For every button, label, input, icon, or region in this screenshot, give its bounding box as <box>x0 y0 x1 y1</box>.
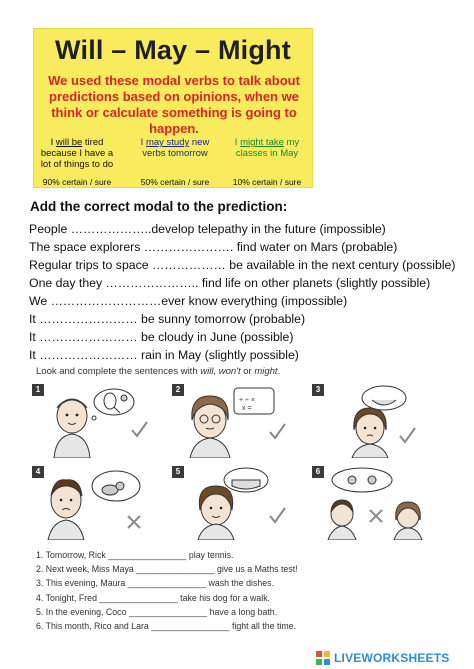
certainty-might: 10% certain / sure <box>232 177 302 187</box>
picture-number-5: 5 <box>172 466 184 478</box>
liveworksheets-logo[interactable] <box>316 651 449 665</box>
man-dog-illustration <box>32 466 160 540</box>
sentence-8: It …………………… rain in May (slightly possible) <box>29 348 299 362</box>
fill-line-5: 5. In the evening, Coco ________________ have a long bath. <box>36 606 278 617</box>
picture-number-3: 3 <box>312 384 324 396</box>
fill-line-3: 3. This evening, Maura ________________ wash the dishes. <box>36 578 275 589</box>
example-may: I may study new verbs tomorrow 50% certain / sure <box>134 137 216 188</box>
liveworksheets-logo-icon <box>316 651 330 665</box>
sentence-3: Regular trips to space ……………… be available in the next century (possible) <box>29 258 456 272</box>
worksheet-instruction: Look and complete the sentences with will, won't or might. <box>36 366 281 377</box>
picture-2 <box>172 384 300 458</box>
picture-number-6: 6 <box>312 466 324 478</box>
picture-6 <box>312 466 440 540</box>
info-description: We used these modal verbs to talk about predictions based on opinions, when we think or calculate something is going to happen. <box>48 73 300 136</box>
exercise-sentences <box>29 220 469 364</box>
svg-text:+ ÷ ×: + ÷ × <box>239 397 255 404</box>
example-might: I might take my classes in May 10% certain / sure <box>226 137 308 188</box>
picture-number-1: 1 <box>32 384 44 396</box>
svg-text:x =: x = <box>242 405 252 412</box>
girl-dishes-illustration <box>312 384 440 458</box>
modal-will: will be <box>55 137 83 148</box>
sentence-2: The space explorers …………………. find water on Mars (probable) <box>29 240 398 254</box>
modal-may: may study <box>145 137 190 148</box>
certainty-may: 50% certain / sure <box>140 177 210 187</box>
example-will: I will be tired because I have a lot of things to do 90% certain / sure <box>36 137 118 188</box>
picture-number-2: 2 <box>172 384 184 396</box>
fill-line-6: 6. This month, Rico and Lara ________________ fight all the time. <box>36 620 297 631</box>
logo-text: LIVEWORKSHEETS <box>334 651 450 665</box>
fill-line-2: 2. Next week, Miss Maya ________________ give us a Maths test! <box>36 564 298 575</box>
modal-might: might take <box>240 137 284 148</box>
picture-3 <box>312 384 440 458</box>
picture-grid <box>32 384 442 542</box>
sentence-1: People ………………..develop telepathy in the future (impossible) <box>29 222 386 236</box>
picture-1 <box>32 384 160 458</box>
sentence-5: We ………………………ever know everything (impossible) <box>29 294 348 308</box>
picture-number-4: 4 <box>32 466 44 478</box>
picture-5 <box>172 466 300 540</box>
fill-line-4: 4. Tonight, Fred ________________ take his dog for a walk. <box>36 592 271 603</box>
sentence-7: It …………………… be cloudy in June (possible) <box>29 330 294 344</box>
certainty-will: 90% certain / sure <box>42 177 112 187</box>
girl-bath-illustration <box>172 466 300 540</box>
modal-verbs-info-box <box>33 28 313 188</box>
sentence-4: One day they ………………….. find life on other planets (slightly possible) <box>29 276 431 290</box>
picture-4 <box>32 466 160 540</box>
fill-line-1: 1. Tomorrow, Rick ________________ play tennis. <box>36 550 234 560</box>
exercise-heading: Add the correct modal to the prediction: <box>30 199 288 214</box>
info-title: Will – May – Might <box>55 35 291 65</box>
sentence-6: It …………………… be sunny tomorrow (probable) <box>29 312 306 326</box>
teacher-maths-illustration <box>172 384 300 458</box>
children-fighting-illustration <box>312 466 440 540</box>
boy-tennis-illustration <box>32 384 160 458</box>
fill-in-sentences <box>36 548 436 633</box>
